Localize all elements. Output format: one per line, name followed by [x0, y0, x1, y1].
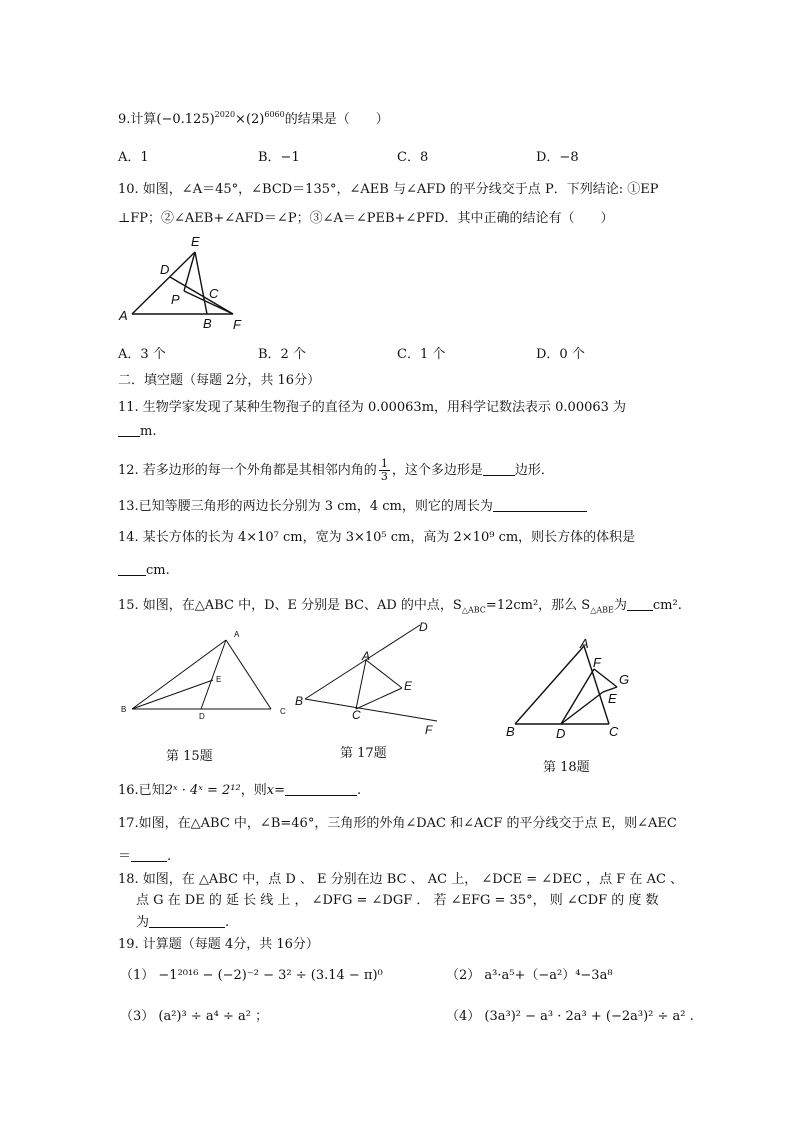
q17-line1: 17.如图，在△ABC 中，∠B=46°，三角形的外角∠DAC 和∠ACF 的平分线交于点 E，则∠AEC — [118, 816, 677, 831]
fig15-label-a: A — [234, 630, 240, 639]
fig15-label-d: D — [199, 712, 205, 720]
q9-option-d: D．−8 — [536, 150, 579, 165]
q10-label-a: A — [119, 308, 128, 323]
q16-expression: 2ˣ · 4ˣ = 2¹² — [164, 783, 241, 798]
q10-option-b: B．2 个 — [258, 347, 306, 362]
q12-frac-den: 3 — [380, 470, 388, 483]
q9-base2: (2) — [245, 112, 265, 127]
fig15-caption: 第 15题 — [166, 749, 213, 764]
q16-answer-blank[interactable] — [285, 783, 357, 796]
q18-answer-blank[interactable] — [149, 915, 225, 928]
q9-base1: (−0.125) — [156, 112, 215, 127]
fig15-line-ba — [132, 640, 226, 709]
fig17-label-c: C — [352, 708, 361, 722]
q15-answer-blank[interactable] — [627, 598, 653, 611]
q13-text: 13.已知等腰三角形的两边长分别为 3 cm，4 cm，则它的周长为 — [118, 499, 493, 514]
q10-label-f: F — [233, 317, 241, 332]
q9-times: × — [235, 112, 246, 127]
q15-sub-abc: △ABC — [461, 605, 486, 615]
q15-prefix: 15. 如图，在△ABC 中，D、E 分别是 BC、AD 的中点，S — [118, 598, 462, 613]
q10-option-d: D．0 个 — [536, 347, 585, 362]
q18-line3 — [136, 911, 229, 930]
fig18-label-a: A — [580, 636, 589, 651]
fig17 — [290, 615, 450, 739]
q16-prefix: 16.已知 — [118, 783, 165, 798]
fig17-label-f: F — [425, 723, 433, 737]
q10-option-a: A．3 个 — [118, 347, 166, 362]
q17-answer-blank[interactable] — [131, 849, 167, 862]
q9-prefix: 9.计算 — [118, 112, 157, 127]
q13-stem — [118, 495, 587, 514]
q18-line2: 点 G 在 DE 的 延 长 线 上 ， ∠DFG = ∠DGF ． 若 ∠EFG = 35°， 则 ∠CDF 的 度 数 — [136, 893, 659, 908]
fig18-line-fg — [594, 669, 617, 687]
fig15-line-be — [132, 680, 213, 709]
q17-line2 — [118, 845, 171, 864]
q12-answer-blank[interactable] — [483, 463, 515, 476]
fig17-line-ce — [356, 688, 402, 709]
q13-answer-blank[interactable] — [493, 499, 587, 512]
fig18-line-df — [561, 669, 594, 724]
fig18-label-e: E — [608, 691, 617, 706]
fig17-label-a: A — [362, 649, 371, 663]
fig18 — [500, 632, 640, 744]
q11-line1: 11. 生物学家发现了某种生物孢子的直径为 0.00063m，用科学记数法表示 0.00063 为 — [118, 400, 627, 415]
q14-answer-blank[interactable] — [118, 563, 146, 576]
fig17-caption: 第 17题 — [340, 746, 387, 761]
fig15-label-e: E — [216, 675, 222, 684]
q9-suffix: 的结果是（ ） — [284, 112, 389, 127]
q16-middle: ，则 — [240, 783, 267, 798]
q12-frac-num: 1 — [380, 457, 388, 470]
fig18-caption: 第 18题 — [543, 760, 590, 775]
q14-suffix: cm. — [146, 563, 170, 578]
fig15-line-ac — [226, 640, 271, 709]
q18-line1: 18. 如图，在 △ABC 中，点 D 、 E 分别在边 BC 、 AC 上， ∠DCE = ∠DEC ，点 F 在 AC 、 — [118, 872, 684, 887]
q10-line-eb — [195, 252, 207, 314]
q9-option-a: A．1 — [118, 150, 149, 165]
q10-label-b: B — [203, 316, 212, 331]
q15-stem — [118, 594, 682, 615]
q17-suffix: . — [167, 849, 172, 864]
q16-stem — [118, 779, 361, 798]
q12-fraction — [379, 458, 390, 483]
q19-part3: （3） (a²)³ ÷ a⁴ ÷ a² ； — [120, 1009, 269, 1024]
q10-line1: 10. 如图，∠A＝45°，∠BCD＝135°，∠AEB 与∠AFD 的平分线交于点 P．下列结论: ①EP — [118, 182, 659, 197]
q19-part4: （4） (3a³)² − a³ · 2a³ + (−2a³)² ÷ a² . — [446, 1009, 694, 1024]
q14-line2 — [118, 563, 170, 578]
q18-suffix: . — [225, 915, 230, 930]
fig18-label-b: B — [506, 724, 515, 739]
q15-sub-abe: △ABE — [590, 605, 614, 615]
q15-middle2: 为 — [613, 598, 627, 613]
q9-stem — [118, 108, 389, 127]
q14-line1: 14. 某长方体的长为 4×10⁷ cm，宽为 3×10⁵ cm，高为 2×10⁹ cm，则长方体的体积是 — [118, 530, 636, 545]
section-heading: 二．填空题（每题 2分，共 16分） — [118, 373, 321, 388]
q10-option-c: C．1 个 — [397, 347, 446, 362]
fig17-label-e: E — [404, 679, 413, 693]
q19-part1: （1） −1²⁰¹⁶ − (−2)⁻² − 3² ÷ (3.14 − π)⁰ — [120, 968, 383, 983]
q12-stem — [118, 458, 554, 483]
q9-exp1: 2020 — [214, 110, 236, 119]
q16-suffix: . — [356, 783, 362, 798]
q10-label-e: E — [191, 234, 200, 249]
fig18-label-d: D — [556, 726, 566, 741]
q15-middle: =12cm²，那么 S — [485, 598, 591, 613]
q10-label-d: D — [160, 262, 170, 277]
q10-figure — [115, 232, 255, 334]
q10-label-c: C — [209, 286, 219, 301]
q17-prefix: ＝ — [118, 849, 132, 864]
q10-label-p: P — [171, 292, 180, 307]
fig18-label-c: C — [609, 724, 619, 739]
q16-equals: = — [274, 783, 285, 798]
fig17-label-b: B — [295, 694, 304, 708]
fig15-label-c: C — [280, 707, 286, 716]
fig17-line-ac — [356, 660, 366, 709]
fig18-label-f: F — [593, 655, 601, 670]
fig17-line-ae — [366, 660, 402, 688]
q12-suffix: 边形． — [514, 463, 554, 478]
q9-option-c: C．8 — [397, 150, 429, 165]
q9-option-b: B．−1 — [258, 150, 300, 165]
q19-part2: （2） a³·a⁵+（−a²）⁴−3a⁸ — [446, 968, 613, 983]
q11-line2 — [118, 424, 156, 439]
q16-variable: x — [266, 783, 275, 798]
q9-exp2: 6060 — [264, 110, 285, 119]
fig18-line-de — [561, 692, 603, 724]
q10-line2: ⊥FP；②∠AEB+∠AFD＝∠P；③∠A＝∠PEB+∠PFD．其中正确的结论有（ ） — [118, 211, 614, 226]
q11-suffix: m. — [140, 424, 157, 439]
fig15-line-ad — [201, 640, 226, 709]
fig15-label-b: B — [121, 705, 127, 714]
q12-prefix: 12. 若多边形的每一个外角都是其相邻内角的 — [118, 463, 377, 478]
q15-suffix: cm². — [652, 598, 682, 613]
q18-prefix: 为 — [136, 915, 150, 930]
fig17-label-d: D — [419, 620, 428, 634]
fig18-line-ba — [515, 646, 584, 724]
q11-answer-blank[interactable] — [118, 424, 140, 437]
fig15 — [118, 628, 293, 720]
q19-title: 19. 计算题（每题 4分，共 16分） — [118, 937, 319, 952]
q12-middle: ，这个多边形是 — [391, 463, 483, 478]
fig18-label-g: G — [619, 672, 630, 687]
